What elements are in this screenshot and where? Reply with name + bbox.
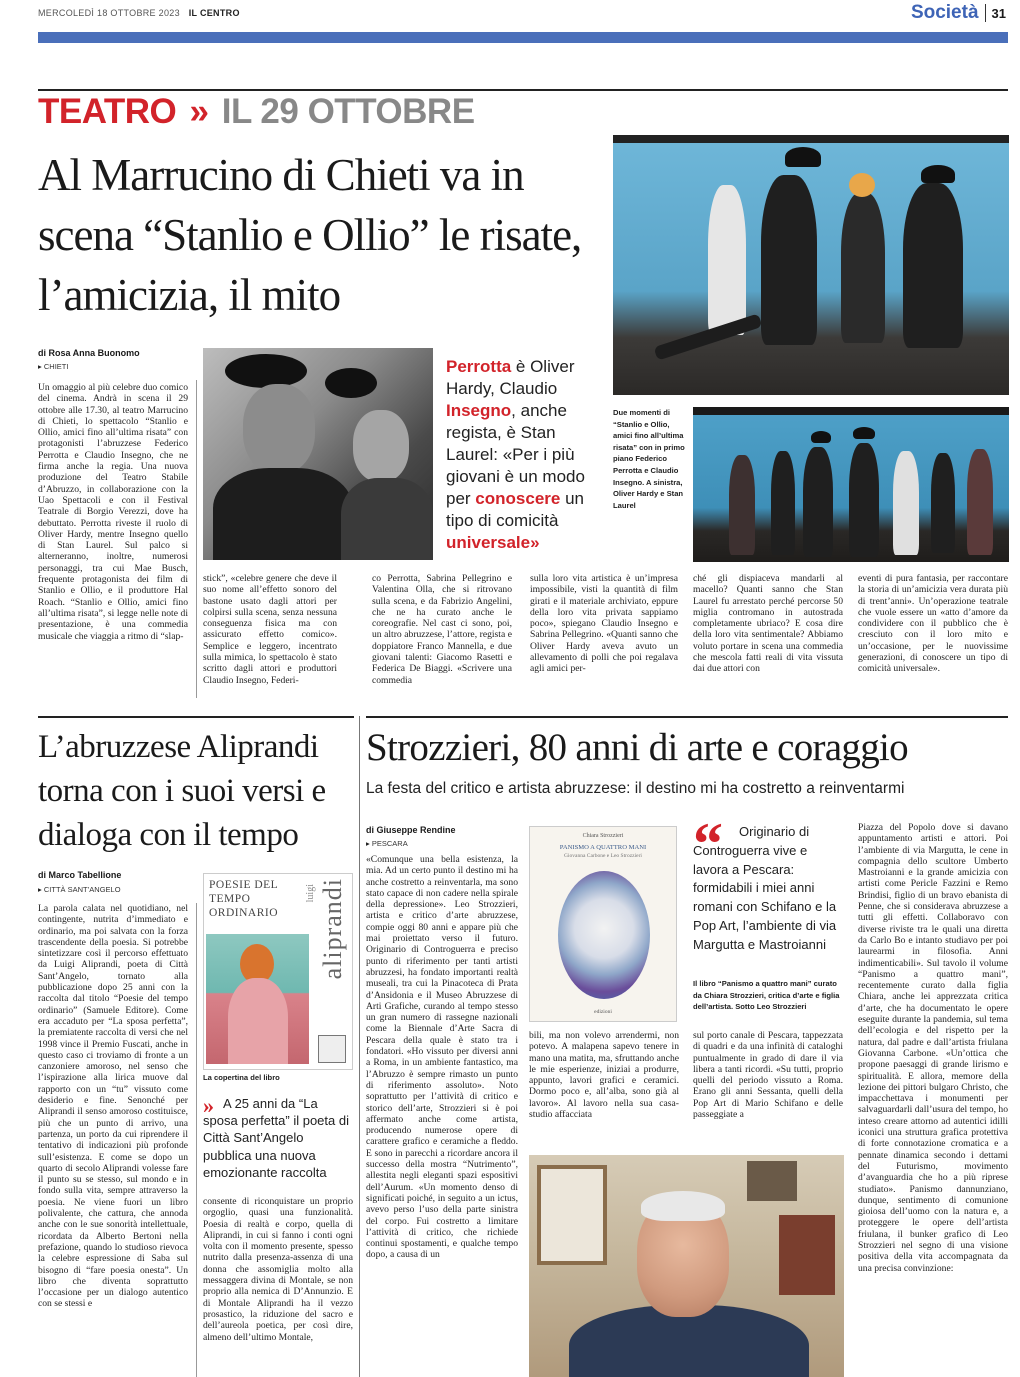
laurel-hardy-photo [203,348,433,560]
header-divider [985,4,986,22]
aliprandi-book-caption: La copertina del libro [203,1073,280,1082]
column-rule [196,903,197,1377]
lead-column-1: Un omaggio al più celebre duo comico del cinema. Andrà in scena il 29 ottobre alle 17.30, al teatro Marrucino di Chieti, lo spettacolo “Stanlio e Ollio, amici fino all’ultima risata” con protagonisti l’abruzzese Federico Perrotta e Claudio Insegno, che ne firma anche la regia. Una nuova produzione del Teatro Stabile d’Abruzzo, in collaborazione con la Uao Spettacoli e con il Festival Teatrale di Borgio Verezzi, dove ha debuttato. Perrotta riveste il ruolo di Oliver Hardy, mentre Insegno quello di Stan Laurel. Sul palco si alterneranno, inoltre, numerosi personaggi, tra cui Mae Busch, frequente protagonista dei film di Stanlio e Ollio, e il produttore Hal Roach. “Stanlio e Ollio, amici fino all’ultima risata”, si legge nelle note di presentazione, è una commedia musicale che viaggia a ritmo di “slap- [38,382,188,642]
aliprandi-column-2: consente di riconquistare un proprio orgoglio, quasi una funzionalità. Poesia di realtà e corpo, quella di Aliprandi, in cui si fanno i conti ogni volta con il momento presente, spesso nutrito dalla presenza-assenza di una donna che assomiglia molto alla messaggera divina di Montale, se non proprio alla nemica di D’Annunzio. E di Montale Aliprandi ha il vezzo prosastico, la riduzione del sacro e dell’aureola poetica, per così dire, almeno dell’ultimo Montale, [203,1196,353,1343]
header-rule [38,89,1008,91]
strozzieri-pull-quote: Originario di Controguerra vive e lavora a Pescara: formidabili i miei anni romani con Schifano e la Pop Art, l’ambiente di via Margutta e Mastroianni [693,824,837,952]
pull-text: è Oliver Hardy, Claudio [446,357,575,398]
kicker-arrow: » [189,92,209,131]
aliprandi-headline: L’abruzzese Aliprandi torna con i suoi versi e dialoga con il tempo [38,729,326,853]
strozzieri-column-3: sul porto canale di Pescara, tappezzata di quadri e da una infinità di cataloghi puntualmente in grado di dare il via libera a tanti ricordi. «Su tutti, proprio quelli del periodo vissuto a Roma. Erano gli anni Sessanta, quelli della Pop Art di Mario Schifano e delle passeggiate a [693,1030,843,1121]
aliprandi-place: ▸ CITTÀ SANT’ANGELO [38,885,121,894]
lead-byline: di Rosa Anna Buonomo [38,348,140,358]
pull-text: un tipo di comicità [446,489,584,530]
lead-kicker [38,92,475,132]
strozzieri-place: ▸ PESCARA [366,839,408,848]
strozzieri-column-1: «Comunque una bella esistenza, la mia. Ad un certo punto il destino mi ha anche costretto a reinventarla, ma sono stato capace di non cadere nella spirale della depressione». Leo Strozzieri, artista e critico d’arte abruzzese, compie oggi 80 anni e appare più che mai proiettato verso il futuro. Originario di Controguerra e preciso punto di riferimento per tanti artisti abruzzesi, ha fondato importanti realtà museali, tra cui la Pinacoteca di Prata d’Ansidonia e il Museo Abruzzese di Arti Grafiche, curando al tempo stesso un gran numero di rassegne nazionali come la Biennale d’Arte Sacra di Pescara della quale è stato tra i fondatori. «Ho vissuto per diversi anni a Roma, in un ambiente fantastico, ma l’Abruzzo è sempre rimasto un punto di riferimento assoluto». Noto soprattutto per l’attività di critico e storico dell’arte, Strozzieri si è poi affermato anche come artista, producendo numerose opere di carattere grafico e ceramiche a fleddo. E sono in parecchi a ricordare ancora il successo della mostra “Nutrimento”, allestita negli eleganti spazi espositivi dell’Aurum. «Un momento denso di significati poiché, in seguito a un ictus, avevo perso l’uso della parte sinistra del corpo. Fui costretto a limitare l’attività di critico, che richiede continui spostamenti, e qualche tempo dopo, a causa di un [366,854,518,1261]
column-rule [196,380,197,698]
book-cover-author-first: luigi [305,884,316,903]
strozzieri-subhead: La festa del critico e artista abruzzese: il destino mi ha costretto a reinventarmi [366,780,905,797]
strozzieri-portrait-photo [529,1155,844,1377]
kicker-topic: TEATRO [38,92,177,131]
section-color-bar [38,32,1008,43]
page-header-left [38,8,240,18]
section-divider [359,716,360,1377]
pull-highlight-universale: universale [446,533,531,552]
section-name: Società [910,2,979,23]
kicker-date: IL 29 OTTOBRE [221,92,475,131]
book-cover-subtitle: Giovanna Carbone e Leo Strozzieri [564,853,642,859]
book-cover-title: POESIE DEL TEMPO ORDINARIO [209,879,279,919]
lead-place: ▸ CHIETI [38,362,68,371]
lead-column-6: eventi di pura fantasia, per raccontare la storia di un’amicizia vera durata più di trent’anni». Un’operazione teatrale che vuole essere un «atto d’amore da condividere con il pubblico che è cresciuto con il loro mito e un’occasione, per le nuovissime generazioni, di conoscere un tipo di comicità universale». [858,573,1008,675]
lead-pull-quote [446,356,596,554]
callout-chevron-icon: » [203,1093,214,1118]
section-rule-right [366,716,1008,718]
strozzieri-headline: Strozzieri, 80 anni di arte e coraggio [366,726,908,769]
publisher-logo [318,1035,346,1063]
issue-date: MERCOLEDÌ 18 OTTOBRE 2023 [38,8,180,18]
stage-photo-main [613,135,1009,395]
pull-highlight-insegno: Insegno [446,401,512,420]
pull-highlight-conoscere: conoscere [475,489,561,508]
stage-photo-secondary [693,407,1009,562]
book-cover-title: PANISMO A QUATTRO MANI [559,844,647,851]
strozzieri-book-cover [529,826,677,1022]
book-cover-illustration [206,934,309,1064]
book-cover-publisher: edizioni [594,1009,612,1015]
portrait-hair [641,1191,725,1221]
aliprandi-column-1: La parola calata nel quotidiano, nel contingente, nutrita d’immediato e ordinario, ma poi salvata con la forza trascendente della poesia. Si potrebbe sintetizzare così il percorso effettuato da Luigi Aliprandi, poeta di Città Sant’Angelo, tornato alla pubblicazione dopo 25 anni con la raccolta dal titolo “Poesie del tempo ordinario” (Samuele Editore). Come era accaduto per “La sposa perfetta”, la premiatente raccolta di versi che nel 1998 vince il Premio Fuscati, anche in questo caso ci troviamo di fronte a un canzoniere amoroso, nel senso che l’ispirazione alla lirica muove dal rapporto con un “tu” vissuto come desiderio e fine. Senonché per Aliprandi il senso amoroso costituisce, più che un punto di arrivo, una partenza, un porto da cui riprendere il tentativo di indicazioni più profonde sull’esistenza. E come se dopo un quarto di secolo Aliprandi volesse fare il punto su se stesso, sul mondo e in fondo sulla vita, sempre attraverso la poesia. Ne viene fuori un libro polivalente, che cattura, che annoda anche con le sue sonorità intellettuale, ricordata da Alberto Bertoni nella prefazione, quando lo studioso rievoca la celebre espressione di Saba sul bisogno di “fare poesia onesta”. Un libro che diventa soprattutto l’occasione per un dialogo autentico con se stessi e [38,903,188,1310]
paper-name: IL CENTRO [188,8,240,18]
strozzieri-column-4: Piazza del Popolo dove si davano appuntamento artisti e attori. Poi l’ambiente di via Margutta, le cene in compagnia dello scultore Umberto Mastroianni e la grande amicizia con artisti come Pericle Fazzini e Remo Brindisi, figlio di un bravo ebanista di Penne, che si considerava abruzzese a tutti gli effetti. Collaboravo con diverse riviste tra le quali una diretta da Carlo Bo e intanto studiavo per poi laurearmi in filosofia. Anni indimenticabili». Sul tavolo il volume “Panismo a quattro mani”, recentemente curato dalla figlia Chiara, anche lei apprezzata critica d’arte, che ha documentato le opere eseguite durante la pandemia, sul tema dell’ecologia e del rispetto per la natura, dal padre e dall’artista friulana Giovanna Carbone. «Un’ottica che propone paesaggi di grande lirismo e spiritualità. E allora, memore della lezione dei pittori bulgaro Christo, che impacchettava i monumenti per salvaguardarli dall’usura del tempo, ho inteso creare attorno ad autentici idilli iconici una struttura grafica protettiva di forte connotazione cromatica e a pennate dinamica secondo i dettami del Futurismo, movimento d’avanguardia che ho a più riprese studiato». Panismo dannunziano, dunque, sentimento di comunione gioiosa dell’uomo con la natura e, a proteggere le opere dell’artista friulana, il bunker grafico di Leo Strozzieri nel segno di una visione positiva della vita accompagnata da una precisa convinzione: [858,822,1008,1274]
lead-column-4: sulla loro vita artistica è un’impresa impossibile, visti la quantità di film girati e il materiale archiviato, eppure della loro vita privata sappiamo poco», spiegano Claudio Insegno e Sabrina Pellegrino. «Quanti sanno che Oliver Hardy aveva avuto un allevamento di polli che poi regalava agli amici per- [530,573,678,675]
pull-text: » [530,533,540,552]
page-number: 31 [991,5,1006,21]
aliprandi-callout: A 25 anni da “La sposa perfetta” il poeta di Città Sant’Angelo pubblica una nuova emozionante raccolta [203,1096,349,1180]
strozzieri-book-caption: Il libro “Panismo a quattro mani” curato da Chiara Strozzieri, critica d’arte e figlia dell’artista. Sotto Leo Strozzieri [693,979,840,1012]
book-cover-artwork [558,871,650,999]
lead-column-3: co Perrotta, Sabrina Pellegrino e Valentina Olla, che si ritrovano sulla scena, e da Fabrizio Angelini, che ne ha curato anche le coreografie. Nel cast ci sono, poi, un altro abruzzese, l’attore, regista e doppiatore Franco Mannella, e due giovani talenti: Giacomo Rasetti e Federica De Biaggi. «Scrivere una commedia [372,573,512,686]
book-cover-author: Chiara Strozzieri [582,833,624,839]
aliprandi-book-cover [203,873,353,1070]
strozzieri-byline: di Giuseppe Rendine [366,825,456,835]
pull-highlight-perrotta: Perrotta [446,357,512,376]
aliprandi-byline: di Marco Tabellione [38,870,122,880]
lead-column-5: ché gli dispiaceva mandarli al macello? Quanti sanno che Stan Laurel fu arrestato perché percorse 50 miglia contromano in autostrada completamente ubriaco? E cosa dire della loro vita sentimentale? Abbiamo voluto portare in scena una commedia che mescola fatti reali di vita vissuta dai due attori con [693,573,843,675]
lead-headline: Al Marrucino di Chieti va in scena “Stanlio e Ollio” le risate, l’amicizia, il mito [38,150,582,320]
page-header-right [911,2,1006,24]
lead-column-2: stick”, «celebre genere che deve il suo nome all’effetto sonoro del bastone usato dagli attori per colpirsi sulla scena, senza nessuna conseguenza fisica ma con assicurato effetto comico». Semplice e leggero, incentrato sulla mimica, lo spettacolo è stato scritto dagli attori e produttori Claudio Insegno, Federi- [203,573,337,686]
section-rule-left [38,716,354,718]
book-cover-author: aliprandi [318,878,347,980]
quote-mark-icon: “ [693,811,723,877]
pull-text: , anche regista, è Stan Laurel: «Per i più giovani è un modo per [446,401,585,508]
strozzieri-column-2: bili, ma non volevo arrendermi, non potevo. A malapena sapevo tenere in mano una matita, ma, sfruttando anche le mie esperienze, iniziai a produrre, appunto, lavori grafici e ceramici. Dormo poco e, all’alba, sono già al lavoro». Al lavoro nella sua casa-studio affacciata [529,1030,679,1121]
lead-photo-caption: Due momenti di “Stanlio e Ollio, amici fino all’ultima risata” con in primo piano Federico Perrotta e Claudio Insegno. A sinistra, Oliver Hardy e Stan Laurel [613,408,685,510]
